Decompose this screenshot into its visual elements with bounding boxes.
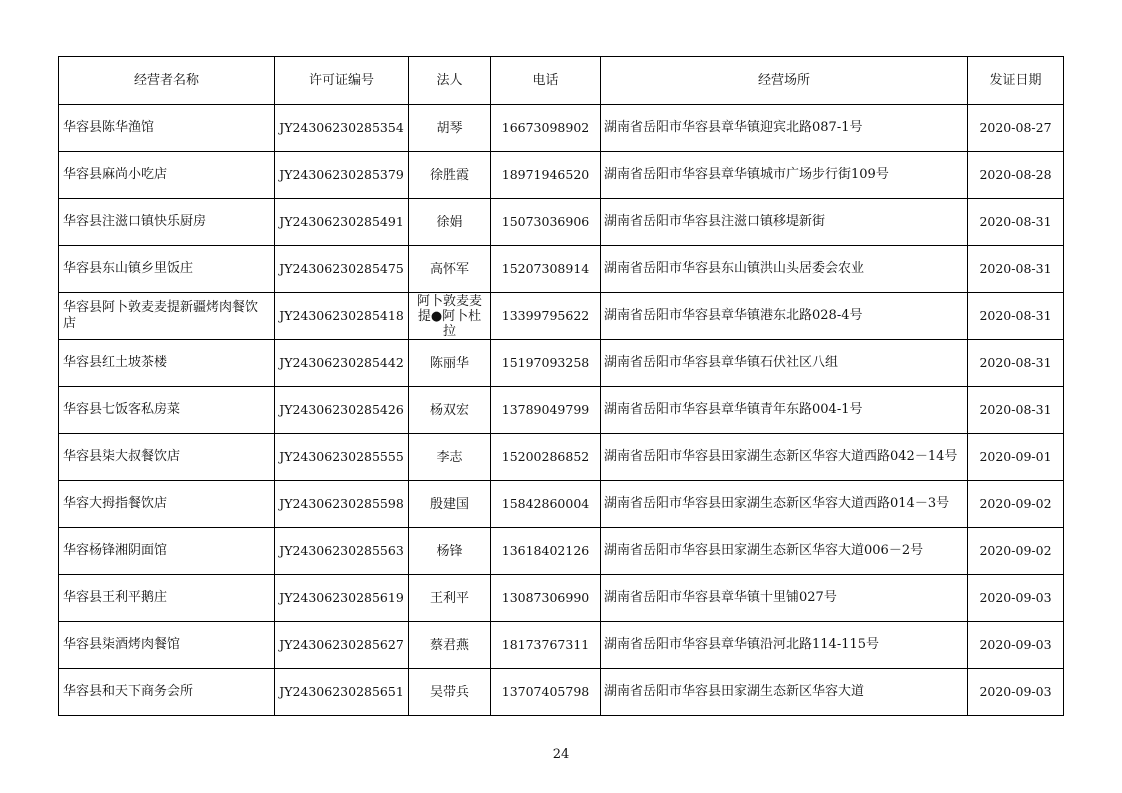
- cell-business-address-text: 湖南省岳阳市华容县田家湖生态新区华容大道西路042－14号: [604, 449, 958, 464]
- cell-issue-date: [968, 575, 1064, 622]
- cell-legal-representative: [409, 622, 491, 669]
- cell-operator-name: [59, 669, 275, 716]
- cell-issue-date: [968, 340, 1064, 387]
- cell-issue-date-text: 2020-09-03: [979, 637, 1052, 652]
- cell-legal-representative-text: 王利平: [429, 590, 469, 606]
- cell-operator-name: [59, 481, 275, 528]
- table-row: [59, 575, 1064, 622]
- cell-license-number: [275, 152, 409, 199]
- cell-phone: [491, 481, 601, 528]
- cell-license-number-text: JY24306230285426: [279, 402, 404, 417]
- cell-business-address: [601, 481, 968, 528]
- cell-business-address: [601, 152, 968, 199]
- cell-license-number: [275, 528, 409, 575]
- table-row: [59, 669, 1064, 716]
- cell-issue-date: [968, 622, 1064, 669]
- cell-business-address: [601, 669, 968, 716]
- cell-phone: [491, 622, 601, 669]
- cell-operator-name: [59, 293, 275, 340]
- cell-phone-text: 13789049799: [501, 402, 590, 417]
- cell-phone-text: 16673098902: [501, 120, 590, 135]
- cell-operator-name: [59, 575, 275, 622]
- cell-issue-date-text: 2020-08-31: [979, 402, 1052, 417]
- cell-legal-representative-text: 阿卜敦麦麦提●阿卜杜拉: [416, 294, 482, 338]
- cell-operator-name: [59, 528, 275, 575]
- cell-legal-representative-text: 李志: [436, 449, 463, 465]
- cell-phone-text: 13399795622: [501, 308, 590, 323]
- cell-license-number-text: JY24306230285442: [279, 355, 404, 370]
- cell-issue-date: [968, 528, 1064, 575]
- cell-license-number-text: JY24306230285491: [279, 214, 404, 229]
- header-business-address: 经营场所: [601, 57, 968, 105]
- table-row: [59, 387, 1064, 434]
- cell-phone-text: 15197093258: [501, 355, 590, 370]
- cell-issue-date: [968, 199, 1064, 246]
- cell-legal-representative-text: 高怀军: [429, 261, 469, 277]
- cell-operator-name-text: 华容县红土坡茶楼: [63, 355, 168, 370]
- cell-phone: [491, 434, 601, 481]
- cell-operator-name-text: 华容县和天下商务会所: [63, 684, 194, 699]
- cell-legal-representative: [409, 669, 491, 716]
- cell-license-number: [275, 340, 409, 387]
- cell-operator-name: [59, 199, 275, 246]
- header-license-number: 许可证编号: [275, 57, 409, 105]
- cell-business-address-text: 湖南省岳阳市华容县东山镇洪山头居委会农业: [604, 261, 865, 276]
- table-row: [59, 293, 1064, 340]
- table-row: [59, 105, 1064, 152]
- cell-legal-representative: [409, 434, 491, 481]
- cell-license-number: [275, 669, 409, 716]
- cell-legal-representative: [409, 105, 491, 152]
- cell-issue-date-text: 2020-08-31: [979, 355, 1052, 370]
- cell-operator-name-text: 华容杨锋湘阴面馆: [63, 543, 168, 558]
- cell-legal-representative: [409, 575, 491, 622]
- header-operator-name: 经营者名称: [59, 57, 275, 105]
- cell-issue-date-text: 2020-08-31: [979, 308, 1052, 323]
- cell-legal-representative: [409, 340, 491, 387]
- cell-phone-text: 18173767311: [501, 637, 590, 652]
- cell-business-address: [601, 340, 968, 387]
- cell-operator-name-text: 华容县陈华渔馆: [63, 120, 155, 135]
- cell-business-address-text: 湖南省岳阳市华容县田家湖生态新区华容大道: [604, 684, 865, 699]
- cell-legal-representative-text: 陈丽华: [429, 355, 469, 371]
- cell-legal-representative-text: 吴带兵: [429, 684, 469, 700]
- cell-issue-date: [968, 434, 1064, 481]
- cell-license-number-text: JY24306230285619: [279, 590, 404, 605]
- table-row: [59, 481, 1064, 528]
- cell-license-number: [275, 481, 409, 528]
- header-issue-date: 发证日期: [968, 57, 1064, 105]
- header-legal-representative: 法人: [409, 57, 491, 105]
- cell-issue-date-text: 2020-09-02: [979, 496, 1052, 511]
- cell-license-number-text: JY24306230285379: [279, 167, 404, 182]
- cell-business-address: [601, 434, 968, 481]
- cell-license-number-text: JY24306230285555: [279, 449, 404, 464]
- cell-operator-name: [59, 340, 275, 387]
- cell-operator-name-text: 华容县注滋口镇快乐厨房: [63, 214, 207, 229]
- cell-phone-text: 15200286852: [501, 449, 590, 464]
- cell-phone: [491, 199, 601, 246]
- cell-legal-representative-text: 徐娟: [436, 214, 463, 230]
- cell-license-number-text: JY24306230285418: [279, 308, 404, 323]
- cell-issue-date-text: 2020-08-31: [979, 261, 1052, 276]
- cell-issue-date-text: 2020-09-03: [979, 684, 1052, 699]
- cell-operator-name: [59, 434, 275, 481]
- cell-issue-date-text: 2020-08-27: [979, 120, 1052, 135]
- cell-phone: [491, 293, 601, 340]
- cell-legal-representative: [409, 481, 491, 528]
- cell-license-number: [275, 387, 409, 434]
- cell-business-address: [601, 199, 968, 246]
- cell-operator-name: [59, 622, 275, 669]
- cell-business-address-text: 湖南省岳阳市华容县章华镇青年东路004-1号: [604, 402, 863, 417]
- cell-operator-name-text: 华容县柒酒烤肉餐馆: [63, 637, 181, 652]
- cell-issue-date-text: 2020-09-01: [979, 449, 1052, 464]
- cell-operator-name: [59, 387, 275, 434]
- cell-legal-representative-text: 蔡君燕: [429, 637, 469, 653]
- cell-issue-date-text: 2020-08-31: [979, 214, 1052, 229]
- table-row: [59, 622, 1064, 669]
- header-phone: 电话: [491, 57, 601, 105]
- cell-business-address: [601, 246, 968, 293]
- cell-operator-name-text: 华容县阿卜敦麦麦提新疆烤肉餐饮店: [63, 300, 259, 331]
- cell-business-address-text: 湖南省岳阳市华容县章华镇沿河北路114-115号: [604, 637, 880, 652]
- cell-legal-representative: [409, 152, 491, 199]
- table-header-row: [59, 57, 1064, 105]
- cell-operator-name: [59, 246, 275, 293]
- cell-phone: [491, 575, 601, 622]
- cell-phone-text: 13618402126: [501, 543, 590, 558]
- cell-license-number: [275, 434, 409, 481]
- cell-legal-representative: [409, 387, 491, 434]
- cell-license-number-text: JY24306230285627: [279, 637, 404, 652]
- cell-legal-representative: [409, 199, 491, 246]
- cell-phone-text: 15842860004: [501, 496, 590, 511]
- cell-business-address-text: 湖南省岳阳市华容县章华镇港东北路028-4号: [604, 308, 863, 323]
- cell-legal-representative-text: 杨双宏: [429, 402, 469, 418]
- cell-issue-date-text: 2020-09-03: [979, 590, 1052, 605]
- cell-operator-name-text: 华容县柒大叔餐饮店: [63, 449, 181, 464]
- table-row: [59, 152, 1064, 199]
- cell-phone-text: 13707405798: [501, 684, 590, 699]
- cell-phone-text: 18971946520: [501, 167, 590, 182]
- cell-operator-name-text: 华容县七饭客私房菜: [63, 402, 181, 417]
- cell-business-address-text: 湖南省岳阳市华容县田家湖生态新区华容大道西路014－3号: [604, 496, 950, 511]
- cell-operator-name-text: 华容县麻尚小吃店: [63, 167, 168, 182]
- cell-phone: [491, 246, 601, 293]
- cell-legal-representative-text: 杨锋: [436, 543, 463, 559]
- cell-issue-date-text: 2020-08-28: [979, 167, 1052, 182]
- cell-license-number-text: JY24306230285354: [279, 120, 404, 135]
- cell-business-address-text: 湖南省岳阳市华容县注滋口镇移堤新街: [604, 214, 826, 229]
- cell-license-number: [275, 293, 409, 340]
- cell-issue-date-text: 2020-09-02: [979, 543, 1052, 558]
- cell-issue-date: [968, 105, 1064, 152]
- business-license-table: [58, 56, 1064, 716]
- cell-legal-representative-text: 徐胜霞: [429, 167, 469, 183]
- table-row: [59, 340, 1064, 387]
- cell-license-number-text: JY24306230285563: [279, 543, 404, 558]
- cell-phone: [491, 528, 601, 575]
- cell-phone-text: 13087306990: [501, 590, 590, 605]
- cell-business-address-text: 湖南省岳阳市华容县章华镇十里铺027号: [604, 590, 837, 605]
- cell-business-address: [601, 575, 968, 622]
- cell-license-number: [275, 575, 409, 622]
- cell-license-number: [275, 105, 409, 152]
- table-row: [59, 246, 1064, 293]
- cell-license-number-text: JY24306230285475: [279, 261, 404, 276]
- cell-issue-date: [968, 246, 1064, 293]
- cell-business-address-text: 湖南省岳阳市华容县章华镇城市广场步行街109号: [604, 167, 889, 182]
- cell-issue-date: [968, 481, 1064, 528]
- cell-license-number: [275, 199, 409, 246]
- cell-business-address: [601, 622, 968, 669]
- cell-issue-date: [968, 387, 1064, 434]
- cell-operator-name-text: 华容县东山镇乡里饭庄: [63, 261, 194, 276]
- cell-phone: [491, 387, 601, 434]
- cell-phone: [491, 669, 601, 716]
- cell-business-address: [601, 105, 968, 152]
- cell-license-number-text: JY24306230285598: [279, 496, 404, 511]
- table-row: [59, 434, 1064, 481]
- cell-business-address: [601, 293, 968, 340]
- table-row: [59, 528, 1064, 575]
- cell-phone-text: 15073036906: [501, 214, 590, 229]
- cell-phone: [491, 152, 601, 199]
- page-number: 24: [552, 747, 570, 762]
- cell-license-number-text: JY24306230285651: [279, 684, 404, 699]
- cell-business-address-text: 湖南省岳阳市华容县章华镇迎宾北路087-1号: [604, 120, 863, 135]
- table-row: [59, 199, 1064, 246]
- cell-issue-date: [968, 669, 1064, 716]
- cell-operator-name-text: 华容大拇指餐饮店: [63, 496, 168, 511]
- cell-issue-date: [968, 152, 1064, 199]
- cell-legal-representative: [409, 293, 491, 340]
- cell-phone-text: 15207308914: [501, 261, 590, 276]
- cell-issue-date: [968, 293, 1064, 340]
- cell-business-address-text: 湖南省岳阳市华容县章华镇石伏社区八组: [604, 355, 839, 370]
- cell-operator-name: [59, 105, 275, 152]
- cell-legal-representative: [409, 528, 491, 575]
- cell-legal-representative-text: 胡琴: [436, 120, 463, 136]
- cell-legal-representative: [409, 246, 491, 293]
- cell-operator-name-text: 华容县王利平鹅庄: [63, 590, 168, 605]
- cell-license-number: [275, 246, 409, 293]
- cell-license-number: [275, 622, 409, 669]
- cell-legal-representative-text: 殷建国: [429, 496, 469, 512]
- cell-business-address: [601, 528, 968, 575]
- cell-phone: [491, 105, 601, 152]
- cell-phone: [491, 340, 601, 387]
- cell-business-address: [601, 387, 968, 434]
- cell-operator-name: [59, 152, 275, 199]
- cell-business-address-text: 湖南省岳阳市华容县田家湖生态新区华容大道006－2号: [604, 543, 924, 558]
